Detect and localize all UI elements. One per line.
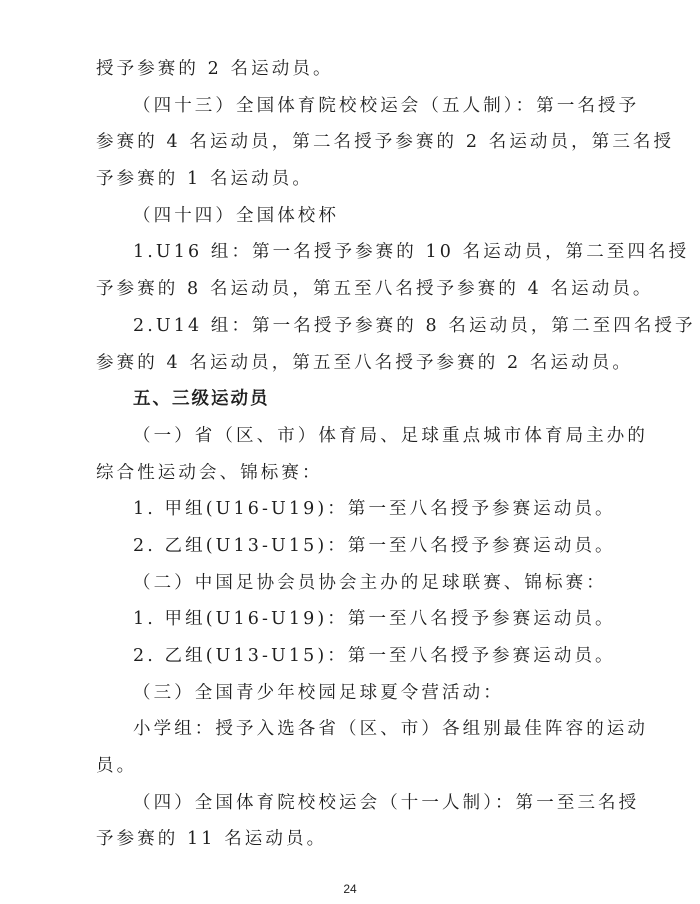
page-number: 24 bbox=[343, 882, 357, 896]
paragraph-line: 2. 乙组(U13-U15)：第一至八名授予参赛运动员。 bbox=[133, 535, 616, 556]
paragraph-line: （四十四）全国体校杯 bbox=[133, 205, 339, 226]
paragraph-line: 参赛的 4 名运动员，第二名授予参赛的 2 名运动员，第三名授 bbox=[96, 132, 675, 153]
paragraph-line: 予参赛的 1 名运动员。 bbox=[96, 169, 313, 190]
paragraph-line: 2. 乙组(U13-U15)：第一至八名授予参赛运动员。 bbox=[133, 646, 616, 666]
paragraph-line: 员。 bbox=[96, 756, 138, 777]
paragraph-line: 参赛的 4 名运动员，第五至八名授予参赛的 2 名运动员。 bbox=[96, 352, 633, 373]
paragraph-line: （三）全国青少年校园足球夏令营活动： bbox=[133, 682, 504, 703]
paragraph-line: 授予参赛的 2 名运动员。 bbox=[96, 59, 334, 79]
paragraph-line: 1.U16 组：第一名授予参赛的 10 名运动员，第二至四名授 bbox=[133, 242, 690, 263]
paragraph-line: 综合性运动会、锦标赛： bbox=[96, 462, 323, 483]
paragraph-line: 予参赛的 8 名运动员，第五至八名授予参赛的 4 名运动员。 bbox=[96, 279, 654, 300]
paragraph-line: 1. 甲组(U16-U19)：第一至八名授予参赛运动员。 bbox=[133, 499, 616, 520]
paragraph-line: （四十三）全国体育院校校运会（五人制）：第一名授予 bbox=[133, 95, 640, 116]
paragraph-line: 予参赛的 11 名运动员。 bbox=[96, 829, 328, 850]
section-heading: 五、三级运动员 bbox=[133, 389, 270, 410]
paragraph-line: 1. 甲组(U16-U19)：第一至八名授予参赛运动员。 bbox=[133, 609, 616, 630]
document-body bbox=[96, 51, 696, 858]
paragraph-line: （四）全国体育院校校运会（十一人制）：第一至三名授 bbox=[133, 792, 640, 813]
paragraph-line: （二）中国足协会员协会主办的足球联赛、锦标赛： bbox=[133, 572, 607, 593]
paragraph-line: 2.U14 组：第一名授予参赛的 8 名运动员，第二至四名授予 bbox=[133, 315, 696, 336]
paragraph-line: 小学组：授予入选各省（区、市）各组别最佳阵容的运动 bbox=[133, 719, 648, 740]
paragraph-line: （一）省（区、市）体育局、足球重点城市体育局主办的 bbox=[133, 425, 648, 446]
